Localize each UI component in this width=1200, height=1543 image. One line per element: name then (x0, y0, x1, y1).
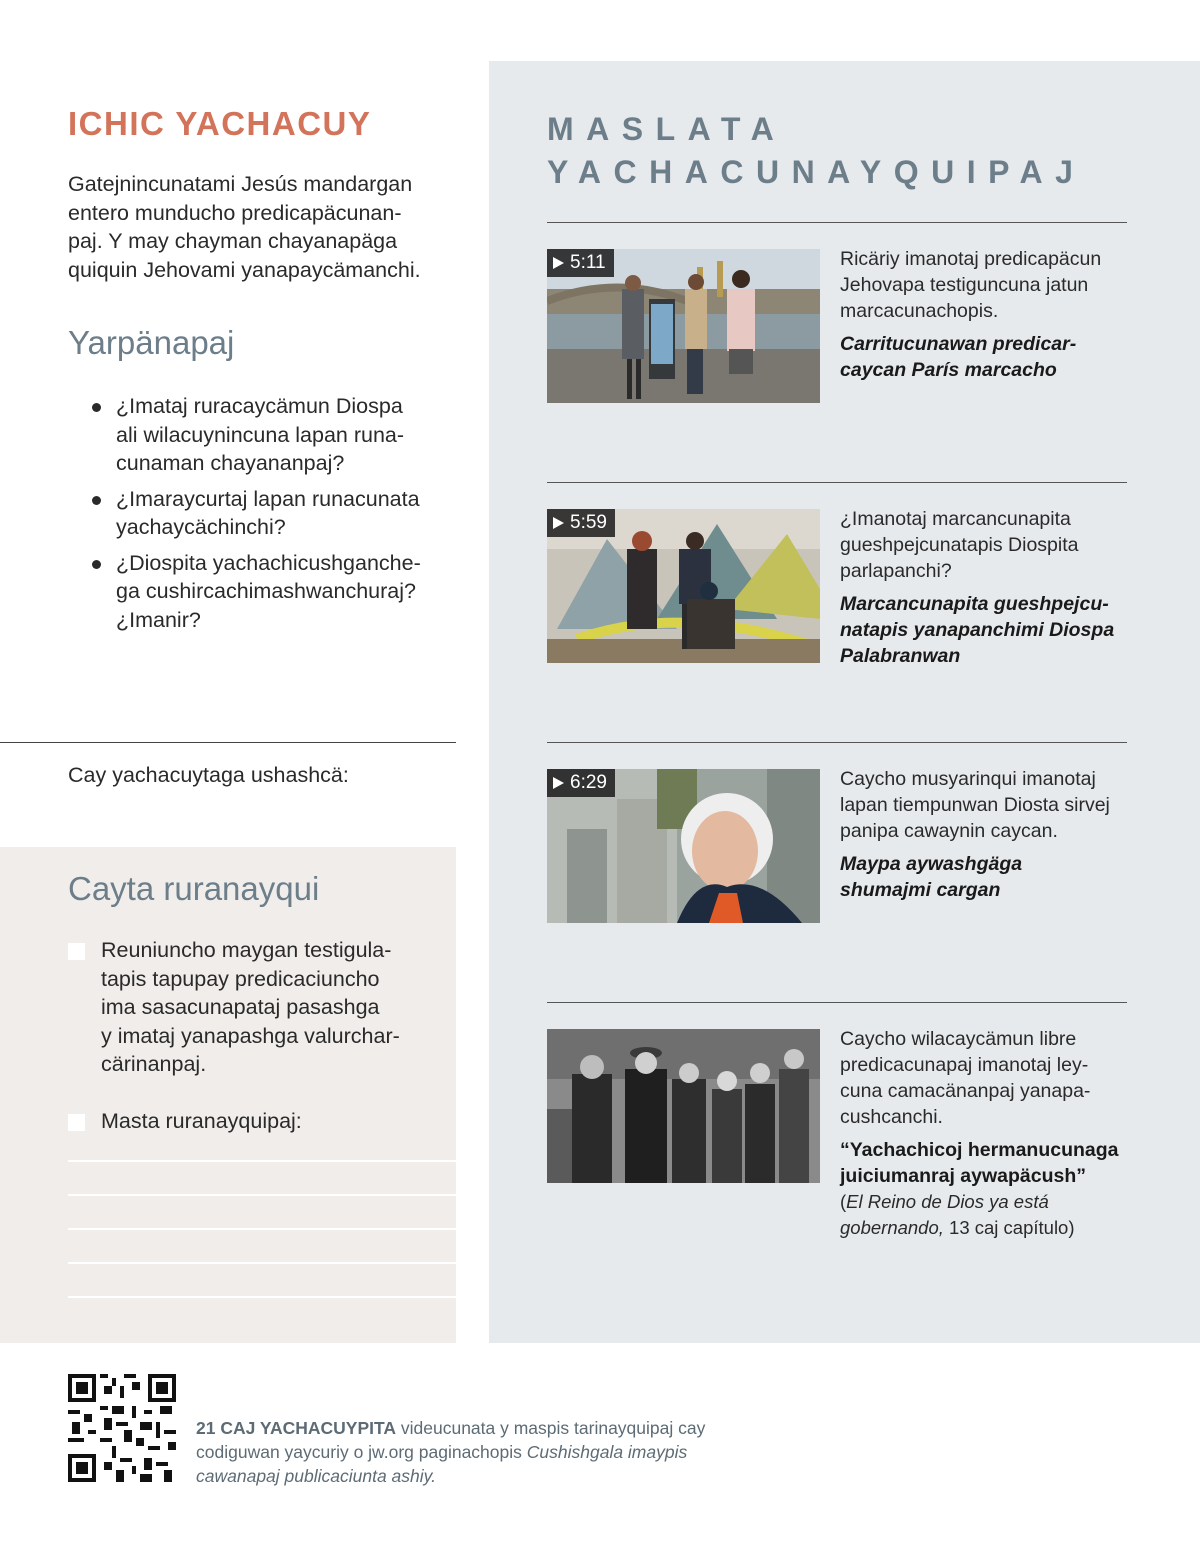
review-question (92, 485, 452, 542)
review-title: Yarpänapaj (68, 324, 235, 361)
footer-note (196, 1416, 716, 1488)
review-question (92, 549, 452, 635)
source-suffix: 13 caj capítulo) (943, 1217, 1075, 1238)
play-icon (553, 777, 564, 789)
task-text: Reuniuncho maygan testigula- tapis tapupay predicaciuncho ima sasacunapataj pasashga y imataj yanapashga valurchar- cärinanpaj. (101, 938, 400, 1076)
question-text: ¿Diospita yachachicushganche- ga cushircachimashwanchuraj? ¿Imanir? (116, 550, 421, 632)
video-title-link[interactable]: Marcancunapita gueshpejcu- natapis yanapanchimi Diospa Palabranwan (840, 593, 1115, 667)
divider (547, 222, 1127, 223)
lesson-heading: ICHIC YACHACUY (68, 105, 372, 142)
video-duration-badge (547, 769, 615, 797)
bullet-icon (92, 403, 101, 412)
video-description: Caycho musyarinqui imanotaj lapan tiempunwan Diosta sirvej panipa cawaynin caycan. (840, 768, 1110, 842)
duration-text: 6:29 (570, 772, 607, 793)
video-duration-badge (547, 249, 614, 277)
goal-title: Cayta ruranayqui (68, 870, 320, 907)
qr-code-icon (68, 1374, 176, 1482)
write-line[interactable] (68, 1228, 456, 1230)
play-icon (553, 517, 564, 529)
divider (547, 1002, 1127, 1003)
book-source (840, 1189, 1140, 1241)
video-description: Ricäriy imanotaj predicapäcun Jehovapa testiguncuna jatun marcacunachopis. (840, 248, 1102, 322)
checkbox-icon[interactable] (68, 1114, 85, 1131)
duration-text: 5:11 (570, 252, 606, 273)
divider (547, 742, 1127, 743)
task-text: Masta ruranayquipaj: (101, 1109, 302, 1133)
question-text: ¿Imaraycurtaj lapan runacunata yachaycächinchi? (116, 486, 420, 539)
video-duration-badge (547, 509, 615, 537)
historical-group-photo (547, 1029, 820, 1183)
question-text: ¿Imataj ruracaycämun Diospa ali wilacuynincuna lapan runa- cunaman chayananpaj? (116, 394, 405, 475)
bullet-icon (92, 560, 101, 569)
write-line[interactable] (68, 1296, 456, 1298)
footer-text: videucunata y maspis tarinayquipaj cay codiguwan yaycuriy o jw.org paginachopis (196, 1418, 706, 1462)
intro-paragraph: Gatejnincunatami Jesús mandargan entero munducho predicapäcunan- paj. Y may chayman chayanapäga quiquin Jehovami yanapaycämanchi. (68, 172, 421, 282)
divider (547, 482, 1127, 483)
divider (0, 742, 456, 743)
play-icon (553, 257, 564, 269)
video-description: Caycho wilacaycämun libre predicacunapaj imanotaj ley- cuna camacänanpaj yanapa- cushcanchi. (840, 1028, 1091, 1128)
more-study-title: MASLATA YACHACUNAYQUIPAJ (547, 111, 1086, 190)
video-title-link[interactable]: Maypa aywashgäga shumajmi cargan (840, 853, 1023, 901)
goal-panel (0, 847, 456, 1343)
write-line[interactable] (68, 1160, 456, 1162)
book-chapter-title[interactable]: “Yachachicoj hermanucunaga juiciumanraj aywapäcush” (840, 1139, 1119, 1187)
completion-note-label: Cay yachacuytaga ushashcä: (68, 763, 349, 787)
video-title-link[interactable]: Carritucunawan predicar- caycan París marcacho (840, 333, 1077, 381)
source-prefix: ( (840, 1191, 847, 1212)
video-thumbnail[interactable] (547, 509, 820, 663)
qr-code[interactable] (68, 1374, 176, 1482)
write-line[interactable] (68, 1262, 456, 1264)
historical-thumbnail[interactable] (547, 1029, 820, 1183)
video-description: ¿Imanotaj marcancunapita gueshpejcunatapis Diospita parlapanchi? (840, 508, 1079, 582)
footer-publication: Cushishgala imaypis cawanapaj publicaciunta ashiy. (196, 1442, 688, 1486)
checkbox-icon[interactable] (68, 943, 85, 960)
source-book-title[interactable]: El Reino de Dios ya está gobernando, (840, 1191, 1049, 1238)
video-thumbnail[interactable] (547, 769, 820, 923)
review-questions (92, 392, 452, 641)
video-thumbnail[interactable] (547, 249, 820, 403)
review-question (92, 392, 452, 478)
footer-lesson-ref: 21 CAJ YACHACUYPITA (196, 1418, 397, 1438)
write-line[interactable] (68, 1194, 456, 1196)
bullet-icon (92, 496, 101, 505)
duration-text: 5:59 (570, 512, 607, 533)
